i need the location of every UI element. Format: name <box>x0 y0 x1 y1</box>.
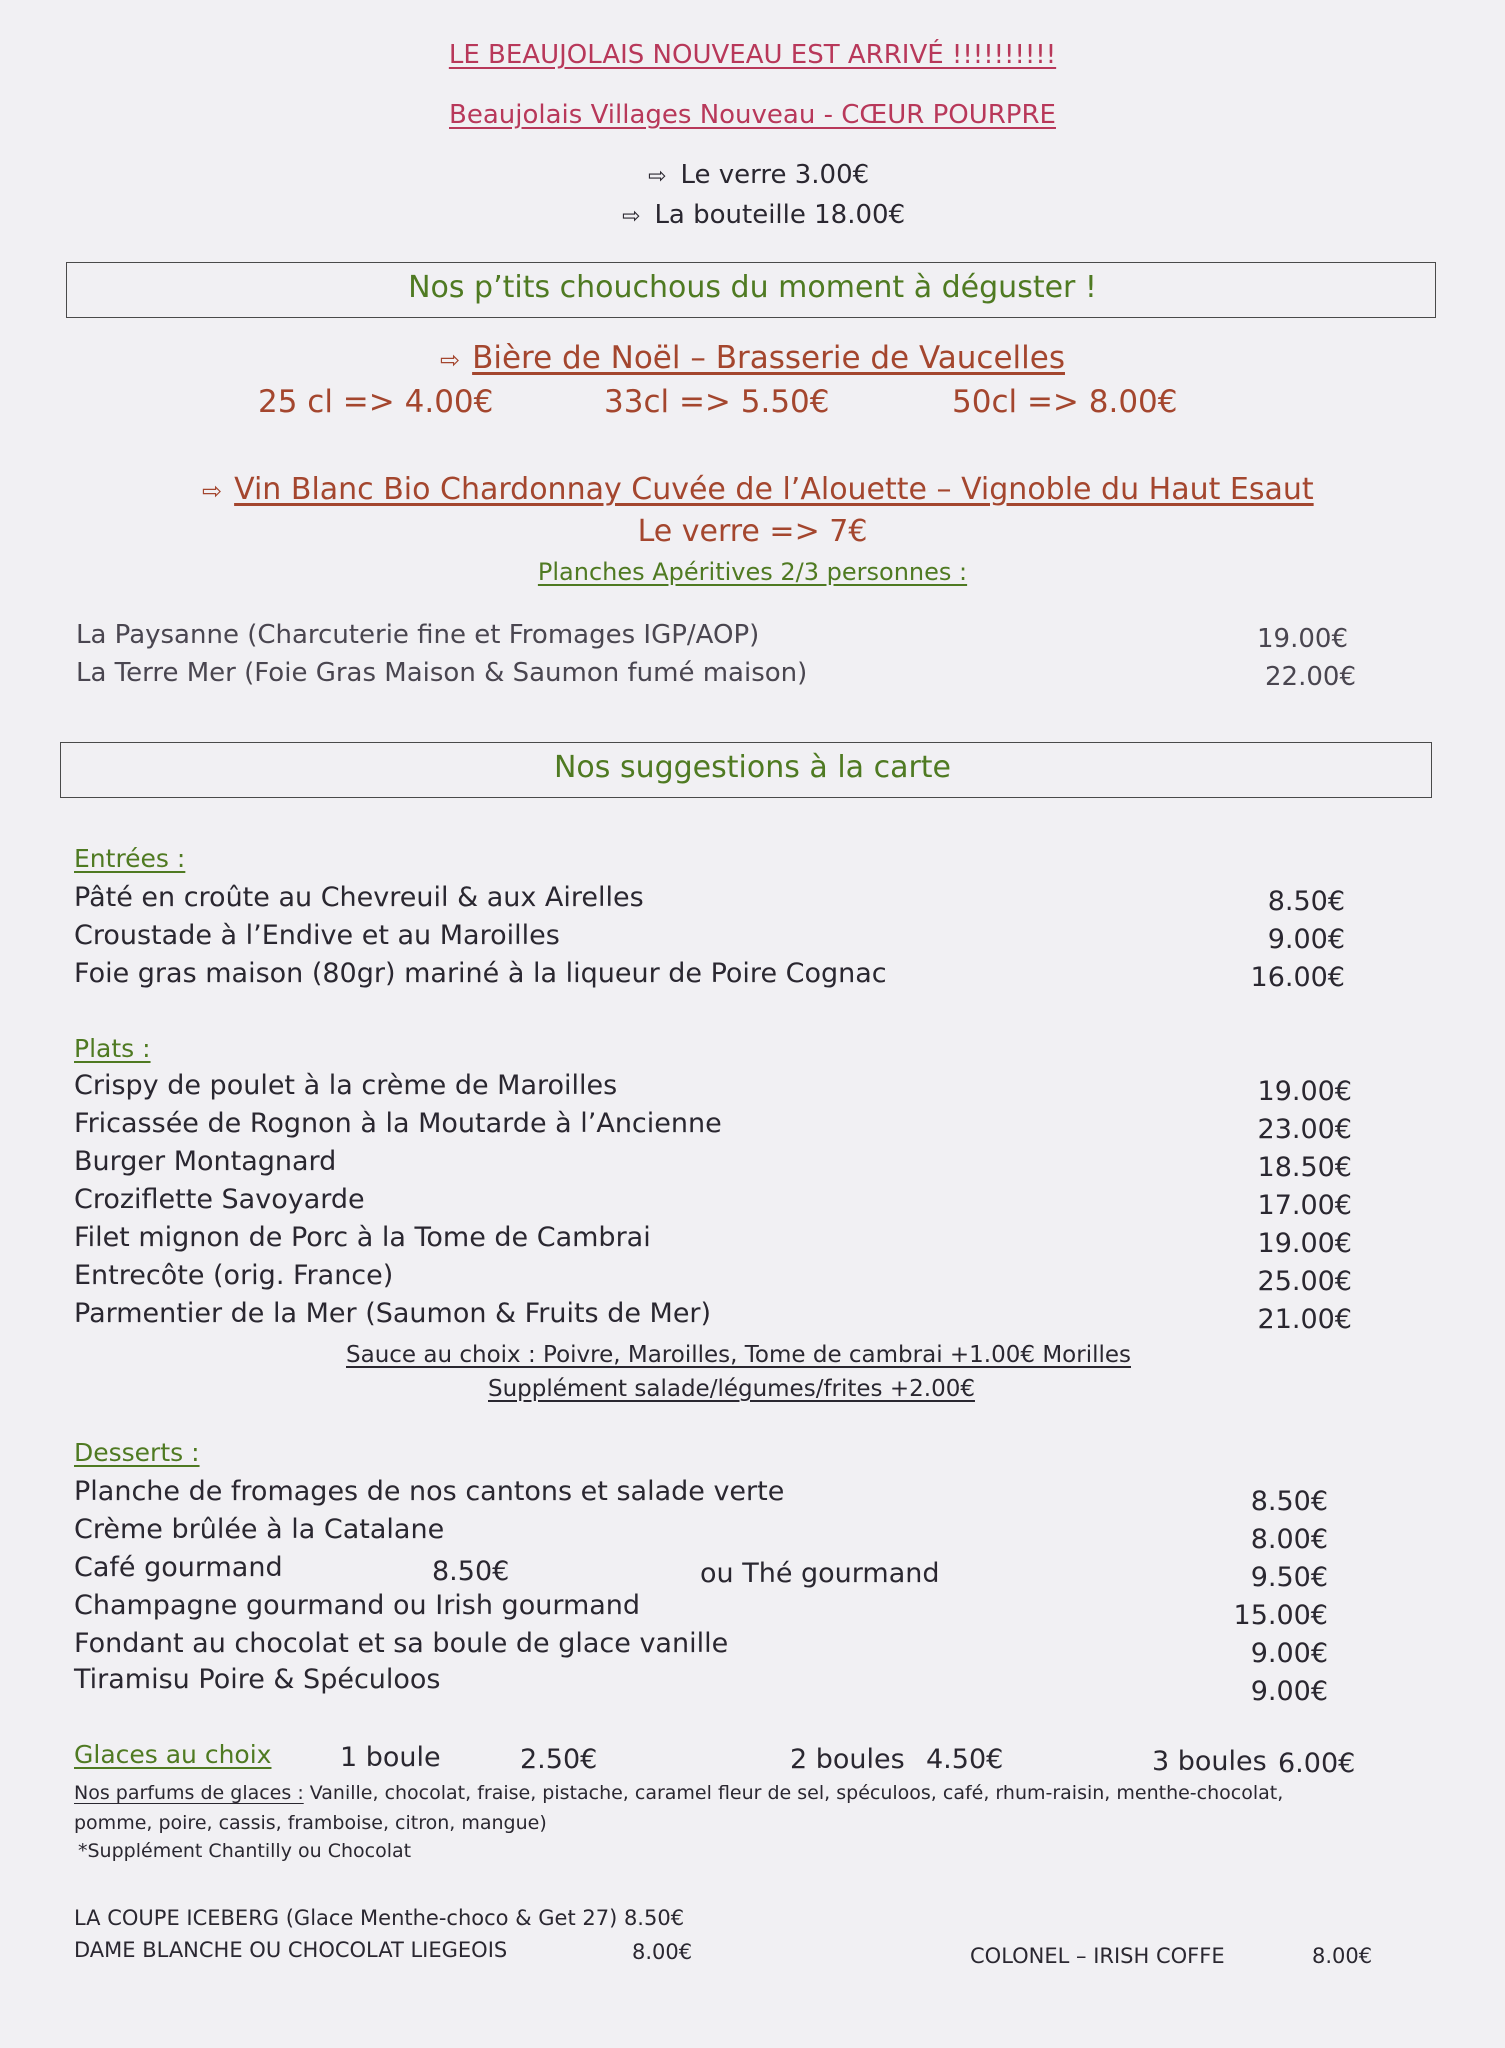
dessert-item-name: Champagne gourmand ou Irish gourmand <box>74 1590 641 1621</box>
glaces-supplement: *Supplément Chantilly ou Chocolat <box>78 1840 412 1862</box>
entrees-title: Entrées : <box>74 844 186 873</box>
entree-item-price: 9.00€ <box>1267 924 1345 955</box>
dessert-item-price: 9.50€ <box>1250 1562 1328 1593</box>
dessert-item-price: 9.00€ <box>1250 1638 1328 1669</box>
entree-item-price: 16.00€ <box>1250 962 1345 993</box>
planches-title: Planches Apéritives 2/3 personnes : <box>537 558 968 586</box>
plat-item-name: Croziflette Savoyarde <box>74 1184 365 1215</box>
plat-item-price: 19.00€ <box>1257 1076 1352 1107</box>
arrow-right-icon: ⇨ <box>648 164 667 189</box>
beaujolais-bouteille-text: La bouteille 18.00€ <box>654 200 906 230</box>
planche-item-price: 19.00€ <box>1257 624 1348 654</box>
entree-item-name: Foie gras maison (80gr) mariné à la liqueur de Poire Cognac <box>74 958 887 989</box>
entree-item-name: Croustade à l’Endive et au Maroilles <box>74 920 560 951</box>
dessert-item-name: Fondant au chocolat et sa boule de glace vanille <box>74 1628 729 1659</box>
wine-price: Le verre => 7€ <box>637 514 868 549</box>
plat-item-price: 18.50€ <box>1257 1152 1352 1183</box>
plat-item-price: 23.00€ <box>1257 1114 1352 1145</box>
glaces-parfums-label: Nos parfums de glaces : <box>74 1782 304 1804</box>
beaujolais-line-verre <box>648 160 869 190</box>
glace-option-label: 2 boules <box>790 1744 905 1775</box>
dessert-item-price: 8.50€ <box>1250 1486 1328 1517</box>
chouchous-header: Nos p’tits chouchous du moment à déguster ! <box>408 270 1097 305</box>
arrow-right-icon: ⇨ <box>202 477 223 505</box>
glaces-parfums-list-2: pomme, poire, cassis, framboise, citron, mangue) <box>74 1812 547 1834</box>
arrow-right-icon: ⇨ <box>622 204 641 229</box>
arrow-right-icon: ⇨ <box>440 346 461 374</box>
beaujolais-subtitle: Beaujolais Villages Nouveau - CŒUR POURPRE <box>449 100 1056 130</box>
plats-supplement-note: Supplément salade/légumes/frites +2.00€ <box>488 1376 975 1402</box>
suggestions-header: Nos suggestions à la carte <box>553 750 952 785</box>
plats-title: Plats : <box>74 1034 151 1063</box>
glace-option-price: 6.00€ <box>1278 1748 1356 1779</box>
plat-item-name: Burger Montagnard <box>74 1146 337 1177</box>
glace-option-label: 3 boules <box>1152 1746 1267 1777</box>
planche-item-name: La Paysanne (Charcuterie fine et Fromages IGP/AOP) <box>76 620 760 650</box>
glaces-parfums-line <box>74 1782 1283 1804</box>
dessert-item-price: 15.00€ <box>1233 1600 1328 1631</box>
wine-title: Vin Blanc Bio Chardonnay Cuvée de l’Alouette – Vignoble du Haut Esaut <box>234 472 1314 507</box>
beaujolais-verre-text: Le verre 3.00€ <box>680 160 870 190</box>
plat-item-name: Fricassée de Rognon à la Moutarde à l’Ancienne <box>74 1108 722 1139</box>
beer-line <box>0 340 1505 376</box>
plat-item-price: 17.00€ <box>1257 1190 1352 1221</box>
plat-item-name: Filet mignon de Porc à la Tome de Cambrai <box>74 1222 651 1253</box>
dessert-item-extra-price: 8.50€ <box>432 1556 510 1587</box>
dame-blanche-price: 8.00€ <box>632 1940 693 1964</box>
plat-item-name: Crispy de poulet à la crème de Maroilles <box>74 1070 618 1101</box>
beer-size-33: 33cl => 5.50€ <box>604 384 830 420</box>
beer-title: Bière de Noël – Brasserie de Vaucelles <box>472 340 1065 376</box>
colonel-irish-coffee: COLONEL – IRISH COFFE <box>970 1944 1225 1968</box>
glace-option-price: 4.50€ <box>926 1744 1004 1775</box>
desserts-title: Desserts : <box>74 1438 200 1467</box>
dessert-item-price: 8.00€ <box>1250 1524 1328 1555</box>
coupe-iceberg: LA COUPE ICEBERG (Glace Menthe-choco & Get 27) 8.50€ <box>74 1906 685 1930</box>
beaujolais-title: LE BEAUJOLAIS NOUVEAU EST ARRIVÉ !!!!!!!!!! <box>448 40 1057 70</box>
dessert-item-name: Crème brûlée à la Catalane <box>74 1514 445 1545</box>
dessert-item-price: 9.00€ <box>1250 1676 1328 1707</box>
plats-sauce-note: Sauce au choix : Poivre, Maroilles, Tome de cambrai +1.00€ Morilles <box>346 1342 1131 1368</box>
colonel-price: 8.00€ <box>1312 1944 1373 1968</box>
glaces-parfums-list: Vanille, chocolat, fraise, pistache, caramel fleur de sel, spéculoos, café, rhum-raisin, menthe-chocolat, <box>303 1782 1284 1804</box>
wine-line <box>202 472 1314 507</box>
planche-item-name: La Terre Mer (Foie Gras Maison & Saumon fumé maison) <box>76 658 808 688</box>
dessert-item-extra: ou Thé gourmand <box>700 1558 940 1589</box>
dessert-item-name: Planche de fromages de nos cantons et salade verte <box>74 1476 785 1507</box>
dessert-item-name: Tiramisu Poire & Spéculoos <box>74 1664 441 1695</box>
plat-item-name: Entrecôte (orig. France) <box>74 1260 394 1291</box>
plat-item-price: 25.00€ <box>1257 1266 1352 1297</box>
dessert-item-name: Café gourmand <box>74 1552 283 1583</box>
beer-size-25: 25 cl => 4.00€ <box>258 384 494 420</box>
entree-item-name: Pâté en croûte au Chevreuil & aux Airelles <box>74 882 644 913</box>
beer-size-50: 50cl => 8.00€ <box>952 384 1178 420</box>
plat-item-name: Parmentier de la Mer (Saumon & Fruits de Mer) <box>74 1298 712 1329</box>
glace-option-price: 2.50€ <box>520 1744 598 1775</box>
planche-item-price: 22.00€ <box>1265 662 1356 692</box>
entree-item-price: 8.50€ <box>1267 886 1345 917</box>
beaujolais-line-bouteille <box>622 200 905 230</box>
plat-item-price: 21.00€ <box>1257 1304 1352 1335</box>
dame-blanche: DAME BLANCHE OU CHOCOLAT LIEGEOIS <box>74 1938 508 1962</box>
glaces-title: Glaces au choix <box>74 1740 272 1769</box>
glace-option-label: 1 boule <box>340 1742 441 1773</box>
plat-item-price: 19.00€ <box>1257 1228 1352 1259</box>
